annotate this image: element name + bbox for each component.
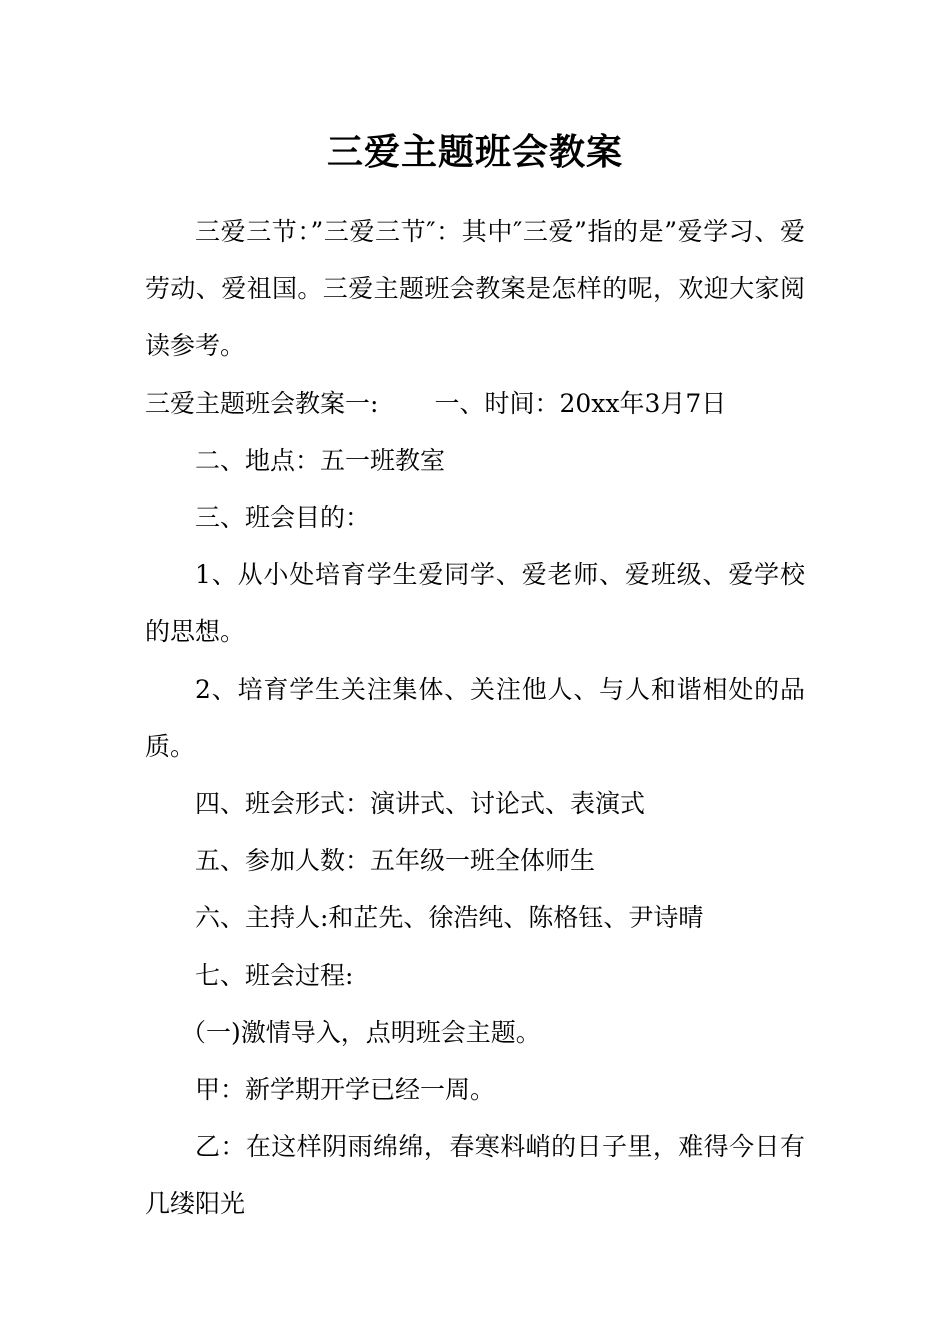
section-label: 三爱主题班会教案一: <box>145 388 379 418</box>
format-item: 四、班会形式：演讲式、讨论式、表演式 <box>195 789 646 819</box>
dialogue-line-jia: 甲：新学期开学已经一周。 <box>195 1075 496 1105</box>
participants-item: 五、参加人数：五年级一班全体师生 <box>195 846 596 876</box>
hosts-item: 六、主持人:和芷先、徐浩纯、陈格钰、尹诗晴 <box>195 903 704 933</box>
document-title: 三爱主题班会教案 <box>326 131 623 173</box>
purpose-item-1: 1、从小处培育学生爱同学、爱老师、爱班级、爱学校的思想。 <box>145 560 805 647</box>
location-item: 二、地点：五一班教室 <box>195 445 446 475</box>
intro-paragraph: 三爱三节：”三爱三节″：其中″三爱”指的是”爱学习、爱劳动、爱祖国。三爱主题班会教案是怎样的呢，欢迎大家阅读参考。 <box>145 217 805 361</box>
document-body <box>145 203 805 1233</box>
section-heading-line <box>145 375 805 432</box>
dialogue-line-yi: 乙：在这样阴雨绵绵，春寒料峭的日子里，难得今日有几缕阳光 <box>145 1132 805 1219</box>
purpose-item-2: 2、培育学生关注集体、关注他人、与人和谐相处的品质。 <box>145 674 805 761</box>
process-step-1: （一)激情导入，点明班会主题。 <box>181 1017 541 1047</box>
time-item: 一、时间：20xx年3月7日 <box>434 388 727 418</box>
purpose-heading: 三、班会目的： <box>195 503 371 533</box>
process-heading: 七、班会过程: <box>195 960 354 990</box>
